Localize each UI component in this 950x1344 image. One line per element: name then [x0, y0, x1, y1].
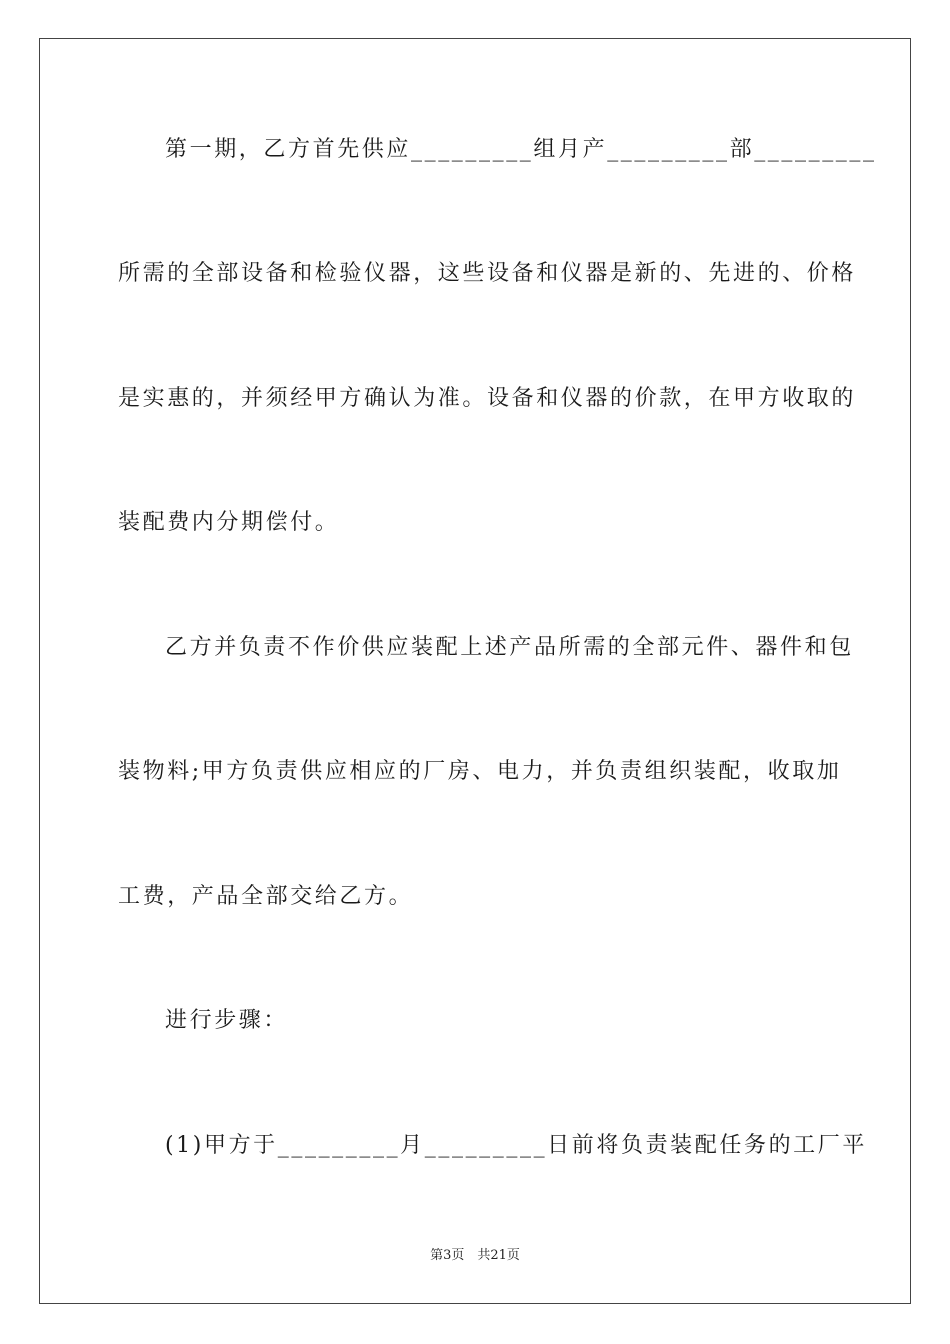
paragraph-4-line-1: (1)甲方于_________月_________日前将负责装配任务的工厂平 [165, 1133, 867, 1158]
paragraph-1-line-2: 所需的全部设备和检验仪器，这些设备和仪器是新的、先进的、价格 [118, 261, 857, 286]
paragraph-3-line-1: 进行步骤： [165, 1008, 289, 1033]
paragraph-2-line-2: 装物料;甲方负责供应相应的厂房、电力，并负责组织装配，收取加 [118, 759, 842, 784]
page-number-footer: 第3页 共21页 [430, 1248, 520, 1263]
paragraph-1-line-1: 第一期，乙方首先供应_________组月产_________部_________ [165, 137, 877, 162]
page-border [39, 38, 911, 1304]
paragraph-1-line-4: 装配费内分期偿付。 [118, 510, 340, 535]
paragraph-2-line-1: 乙方并负责不作价供应装配上述产品所需的全部元件、器件和包 [165, 635, 854, 660]
paragraph-2-line-3: 工费，产品全部交给乙方。 [118, 884, 414, 909]
paragraph-1-line-3: 是实惠的，并须经甲方确认为准。设备和仪器的价款，在甲方收取的 [118, 386, 857, 411]
